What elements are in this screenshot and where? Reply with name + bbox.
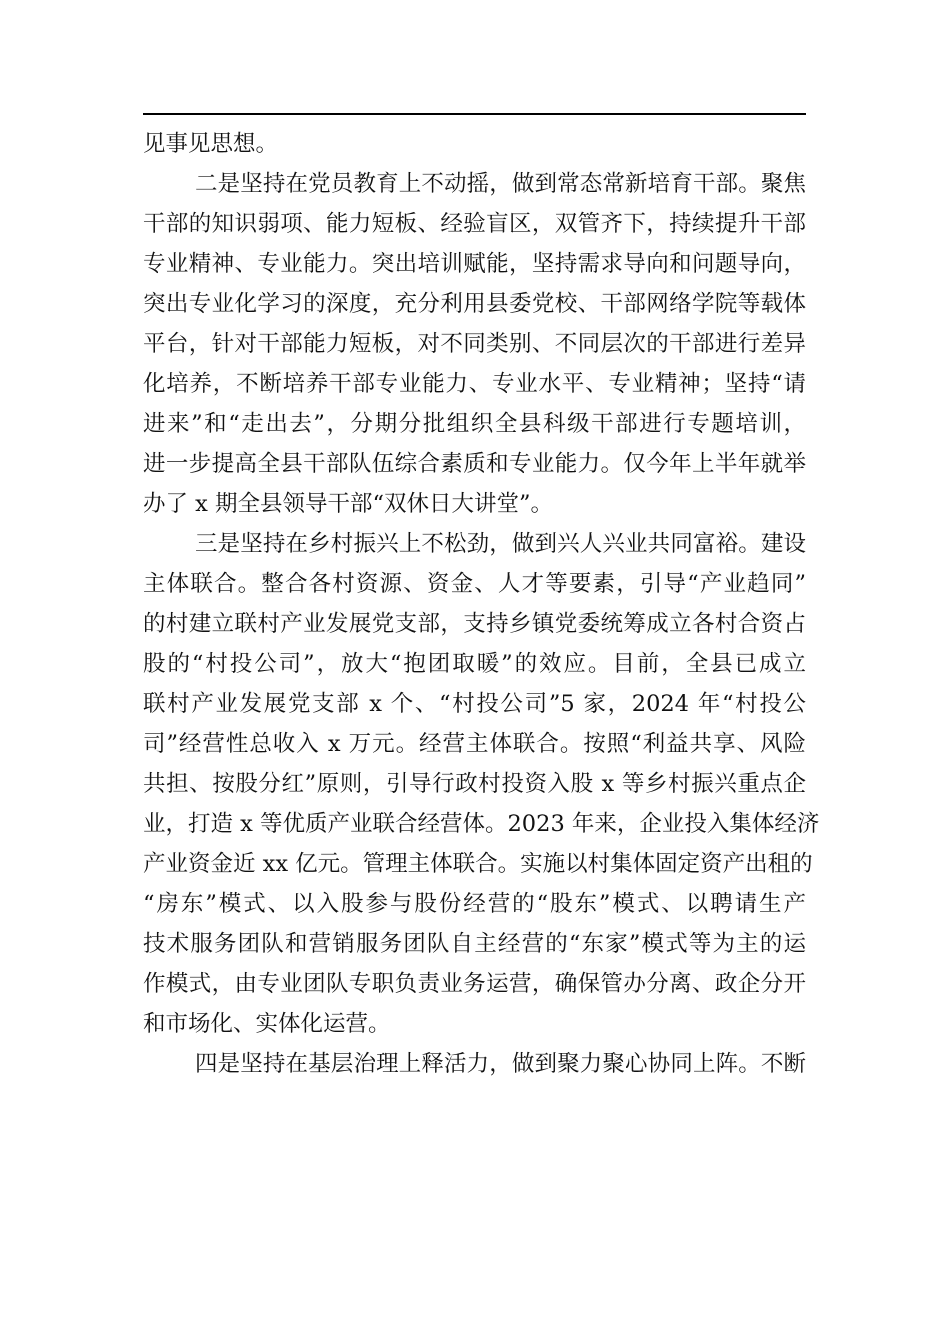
text-line: 见事见思想。 [143, 131, 279, 157]
text-line: 进来”和“走出去”，分期分批组织全县科级干部进行专题培训， [143, 411, 806, 437]
text-line: 进一步提高全县干部队伍综合素质和专业能力。仅今年上半年就举 [143, 451, 806, 477]
text-line: 四是坚持在基层治理上释活力，做到聚力聚心协同上阵。不断 [195, 1051, 806, 1077]
paragraph-party-education [143, 164, 806, 524]
document-body [143, 124, 820, 1084]
paragraph-continuation [143, 124, 806, 164]
text-line: 司”经营性总收入 x 万元。经营主体联合。按照“利益共享、风险 [143, 731, 806, 757]
text-line: 干部的知识弱项、能力短板、经验盲区，双管齐下，持续提升干部 [143, 211, 806, 237]
text-line: 和市场化、实体化运营。 [143, 1011, 391, 1037]
text-line: 三是坚持在乡村振兴上不松劲，做到兴人兴业共同富裕。建设 [195, 531, 806, 557]
header-rule-divider [143, 113, 806, 115]
text-line: 技术服务团队和营销服务团队自主经营的“东家”模式等为主的运 [143, 931, 806, 957]
text-line: 产业资金近 xx 亿元。管理主体联合。实施以村集体固定资产出租的 [143, 851, 813, 877]
text-line: 二是坚持在党员教育上不动摇，做到常态常新培育干部。聚焦 [195, 171, 806, 197]
text-line: 化培养，不断培养干部专业能力、专业水平、专业精神；坚持“请 [143, 371, 806, 397]
text-line: 的村建立联村产业发展党支部，支持乡镇党委统筹成立各村合资占 [143, 611, 806, 637]
text-line: 联村产业发展党支部 x 个、“村投公司”5 家，2024 年“村投公 [143, 691, 806, 717]
text-line: 作模式，由专业团队专职负责业务运营，确保管办分离、政企分开 [143, 971, 806, 997]
paragraph-rural-revitalization [143, 524, 820, 1044]
text-line: 专业精神、专业能力。突出培训赋能，坚持需求导向和问题导向， [143, 251, 806, 277]
text-line: 突出专业化学习的深度，充分利用县委党校、干部网络学院等载体 [143, 291, 806, 317]
text-line: 共担、按股分红”原则，引导行政村投资入股 x 等乡村振兴重点企 [143, 771, 806, 797]
paragraph-grassroots-governance [143, 1044, 806, 1084]
text-line: 业，打造 x 等优质产业联合经营体。2023 年来，企业投入集体经济 [143, 811, 820, 837]
text-line: 主体联合。整合各村资源、资金、人才等要素，引导“产业趋同” [143, 571, 806, 597]
text-line: 平台，针对干部能力短板，对不同类别、不同层次的干部进行差异 [143, 331, 806, 357]
text-line: “房东”模式、以入股参与股份经营的“股东”模式、以聘请生产 [143, 891, 806, 917]
text-line: 办了 x 期全县领导干部“双休日大讲堂”。 [143, 491, 553, 517]
text-line: 股的“村投公司”，放大“抱团取暖”的效应。目前，全县已成立 [143, 651, 806, 677]
